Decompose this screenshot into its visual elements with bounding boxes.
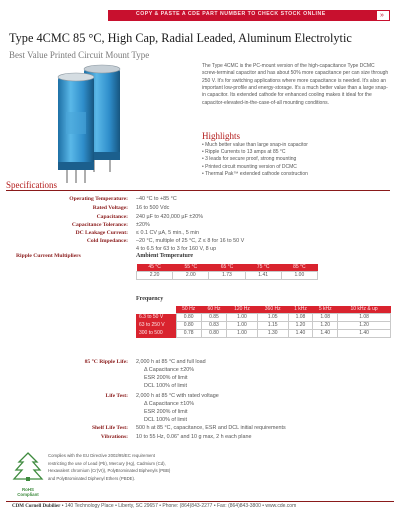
- life-test-line: 2,000 h at 85 °C with rated voltage: [136, 393, 219, 399]
- life-test-line: DCL 100% of limit: [144, 417, 187, 423]
- table-cell: 0.80: [176, 314, 201, 322]
- table-cell: 0.80: [176, 322, 201, 330]
- table-header-cell: 5 kHz: [313, 306, 338, 314]
- ripple-life-line: ESR 200% of limit: [144, 375, 188, 381]
- ambient-temperature-heading: Ambient Temperature: [136, 253, 194, 259]
- table-cell: 1.08: [313, 314, 338, 322]
- spec-label: Capacitance Tolerance:: [71, 222, 128, 228]
- life-test-line: Δ Capacitance ±10%: [144, 401, 195, 407]
- spec-value: 16 to 500 Vdc: [136, 205, 170, 211]
- frequency-heading: Frequency: [136, 296, 164, 302]
- table-cell: 2.00: [173, 272, 209, 280]
- spec-value: –40 °C to +85 °C: [136, 196, 177, 202]
- table-header-cell: 45 °C: [137, 264, 173, 272]
- spec-row: [0, 238, 400, 246]
- table-cell: 1.40: [313, 330, 338, 338]
- spec-value: 240 µF to 420,000 µF ±20%: [136, 214, 204, 220]
- ripple-life-line: Δ Capacitance ±20%: [144, 367, 195, 373]
- rohs-label: RoHS Compliant: [17, 487, 39, 497]
- table-cell: 1.30: [257, 330, 288, 338]
- spec-label: Operating Temperature:: [69, 196, 128, 202]
- table-cell: 1.15: [257, 322, 288, 330]
- specifications-heading: Specifications: [6, 180, 57, 190]
- ripple-multipliers-label: Ripple Current Multipliers: [16, 253, 81, 259]
- list-item: • 3 leads for secure proof, strong mounting: [202, 156, 297, 163]
- tree-icon: [12, 452, 44, 482]
- table-cell: 1.08: [288, 314, 313, 322]
- list-item: • Thermal Pak™ extended cathode construction: [202, 170, 308, 177]
- table-cell: 0.80: [201, 330, 226, 338]
- table-header-cell: 360 Hz: [257, 306, 288, 314]
- ripple-temperature-table: [136, 264, 318, 280]
- table-header-cell: 55 °C: [173, 264, 209, 272]
- spec-label: Capacitance:: [96, 214, 128, 220]
- table-row-header: 63 to 250 V: [136, 322, 176, 330]
- spec-row: [0, 205, 400, 213]
- company-name: CDM Cornell Dubilier: [12, 504, 61, 509]
- highlights-heading: Highlights: [202, 131, 241, 141]
- table-header-cell: 1 kHz: [288, 306, 313, 314]
- stock-check-banner[interactable]: [108, 10, 390, 21]
- footer: [12, 503, 296, 509]
- table-header-cell: 85 °C: [281, 264, 317, 272]
- table-header-cell: 60 Hz: [201, 306, 226, 314]
- product-description: The Type 4CMC is the PC-mount version of the high-capacitance Type DCMC screw-terminal capacitor and has about 50% more capacitance per can size through 250 V. It's for switching applications where more capacitance is needed. It's also an important low-profile and energy-storage. It's a much better value than a large snap-in capacitor. Its extended cathode for enhanced cooling makes it ideal for the capacitor-elevated-in-the-case-of-all mounting conditions.: [202, 63, 389, 106]
- company-address: • 140 Technology Place • Liberty, SC 29657 • Phone: (864)843-2277 • Fax: (864)843-3800 • www.cde.com: [60, 503, 297, 509]
- list-item: • Ripple Currents to 13 amps at 85 °C: [202, 149, 286, 156]
- table-header-cell: 65 °C: [209, 264, 245, 272]
- spec-value: 4 to 6.5 for 63 to 3 for 160 V, 8 up: [136, 246, 217, 252]
- spec-label: Rated Voltage:: [92, 205, 128, 211]
- table-cell: 0.83: [201, 322, 226, 330]
- table-cell: 1.00: [227, 314, 258, 322]
- banner-arrow-button[interactable]: [376, 10, 390, 21]
- shelf-life-label: Shelf Life Test:: [91, 425, 128, 431]
- table-header-cell: 120 Hz: [227, 306, 258, 314]
- spec-row: [0, 214, 400, 222]
- ripple-life-line: DCL 100% of limit: [144, 383, 187, 389]
- spec-value: ≤ 0.1 CV µA, 5 min., 5 min: [136, 230, 199, 236]
- table-row-header: 300 to 500: [136, 330, 176, 338]
- life-test-line: ESR 200% of limit: [144, 409, 188, 415]
- table-cell: 0.78: [176, 330, 201, 338]
- spec-value: ±20%: [136, 222, 150, 228]
- frequency-multiplier-table: [136, 306, 391, 338]
- spec-row: [0, 222, 400, 230]
- table-header-cell: 10 kHz & up: [338, 306, 391, 314]
- table-cell: 1.73: [209, 272, 245, 280]
- highlights-list: [202, 142, 392, 178]
- ripple-life-label: 85 °C Ripple Life:: [84, 359, 128, 365]
- divider: [6, 190, 390, 191]
- shelf-life-value: 500 h at 85 °C, capacitance, ESR and DCL initial requirements: [136, 425, 286, 431]
- double-chevron-right-icon: »: [380, 12, 384, 19]
- table-cell: 0.85: [201, 314, 226, 322]
- ripple-life-line: 2,000 h at 85 °C and full load: [136, 359, 206, 365]
- table-cell: 1.00: [227, 322, 258, 330]
- spec-row: [0, 230, 400, 238]
- table-cell: 1.20: [288, 322, 313, 330]
- table-header-cell: 75 °C: [245, 264, 281, 272]
- table-cell: 1.40: [338, 330, 391, 338]
- table-row-header: 6.3 to 50 V: [136, 314, 176, 322]
- vibrations-label: Vibrations:: [100, 434, 128, 440]
- spec-row: [0, 196, 400, 204]
- table-header-cell: 50 Hz: [176, 306, 201, 314]
- list-item: • Much better value than large snap-in capacitor: [202, 142, 308, 148]
- page-title: Type 4CMC 85 °C, High Cap, Radial Leaded, Aluminum Electrolytic: [9, 31, 352, 45]
- spec-label: DC Leakage Current:: [75, 230, 128, 236]
- divider: [6, 501, 394, 502]
- capacitor-product-image: [52, 62, 136, 186]
- table-cell: 1.40: [288, 330, 313, 338]
- table-corner-cell: [136, 306, 176, 314]
- rohs-compliance-text: Complies with the EU Directive 2002/95/EC requirement restricting the use of Lead (Pb), Mercury (Hg), Cadmium (Cd), Hexavalent chromium (Cr(VI)), PolyBrominated Biphenyls (PBB) and PolyBrominated Diphenyl Ethers (PBDE).: [48, 453, 171, 481]
- table-cell: 1.05: [257, 314, 288, 322]
- spec-value: –20 °C, multiple of 25 °C, Z ≤ 8 for 16 to 50 V: [136, 238, 245, 244]
- table-cell: 1.08: [338, 314, 391, 322]
- table-cell: 1.20: [338, 322, 391, 330]
- rohs-logo: [12, 452, 44, 497]
- list-item: • Printed circuit mounting version of DCMC: [202, 163, 297, 170]
- page-subtitle: Best Value Printed Circuit Mount Type: [9, 50, 150, 60]
- table-cell: 1.00: [281, 272, 317, 280]
- table-cell: 1.20: [313, 322, 338, 330]
- banner-text: COPY & PASTE A CDE PART NUMBER TO CHECK STOCK ONLINE: [136, 11, 326, 17]
- table-cell: 2.20: [137, 272, 173, 280]
- table-cell: 1.41: [245, 272, 281, 280]
- table-cell: 1.00: [227, 330, 258, 338]
- spec-label: Cold Impedance:: [86, 238, 128, 244]
- life-test-label: Life Test:: [105, 393, 128, 399]
- vibrations-value: 10 to 55 Hz, 0.06" and 10 g max, 2 h each plane: [136, 434, 252, 440]
